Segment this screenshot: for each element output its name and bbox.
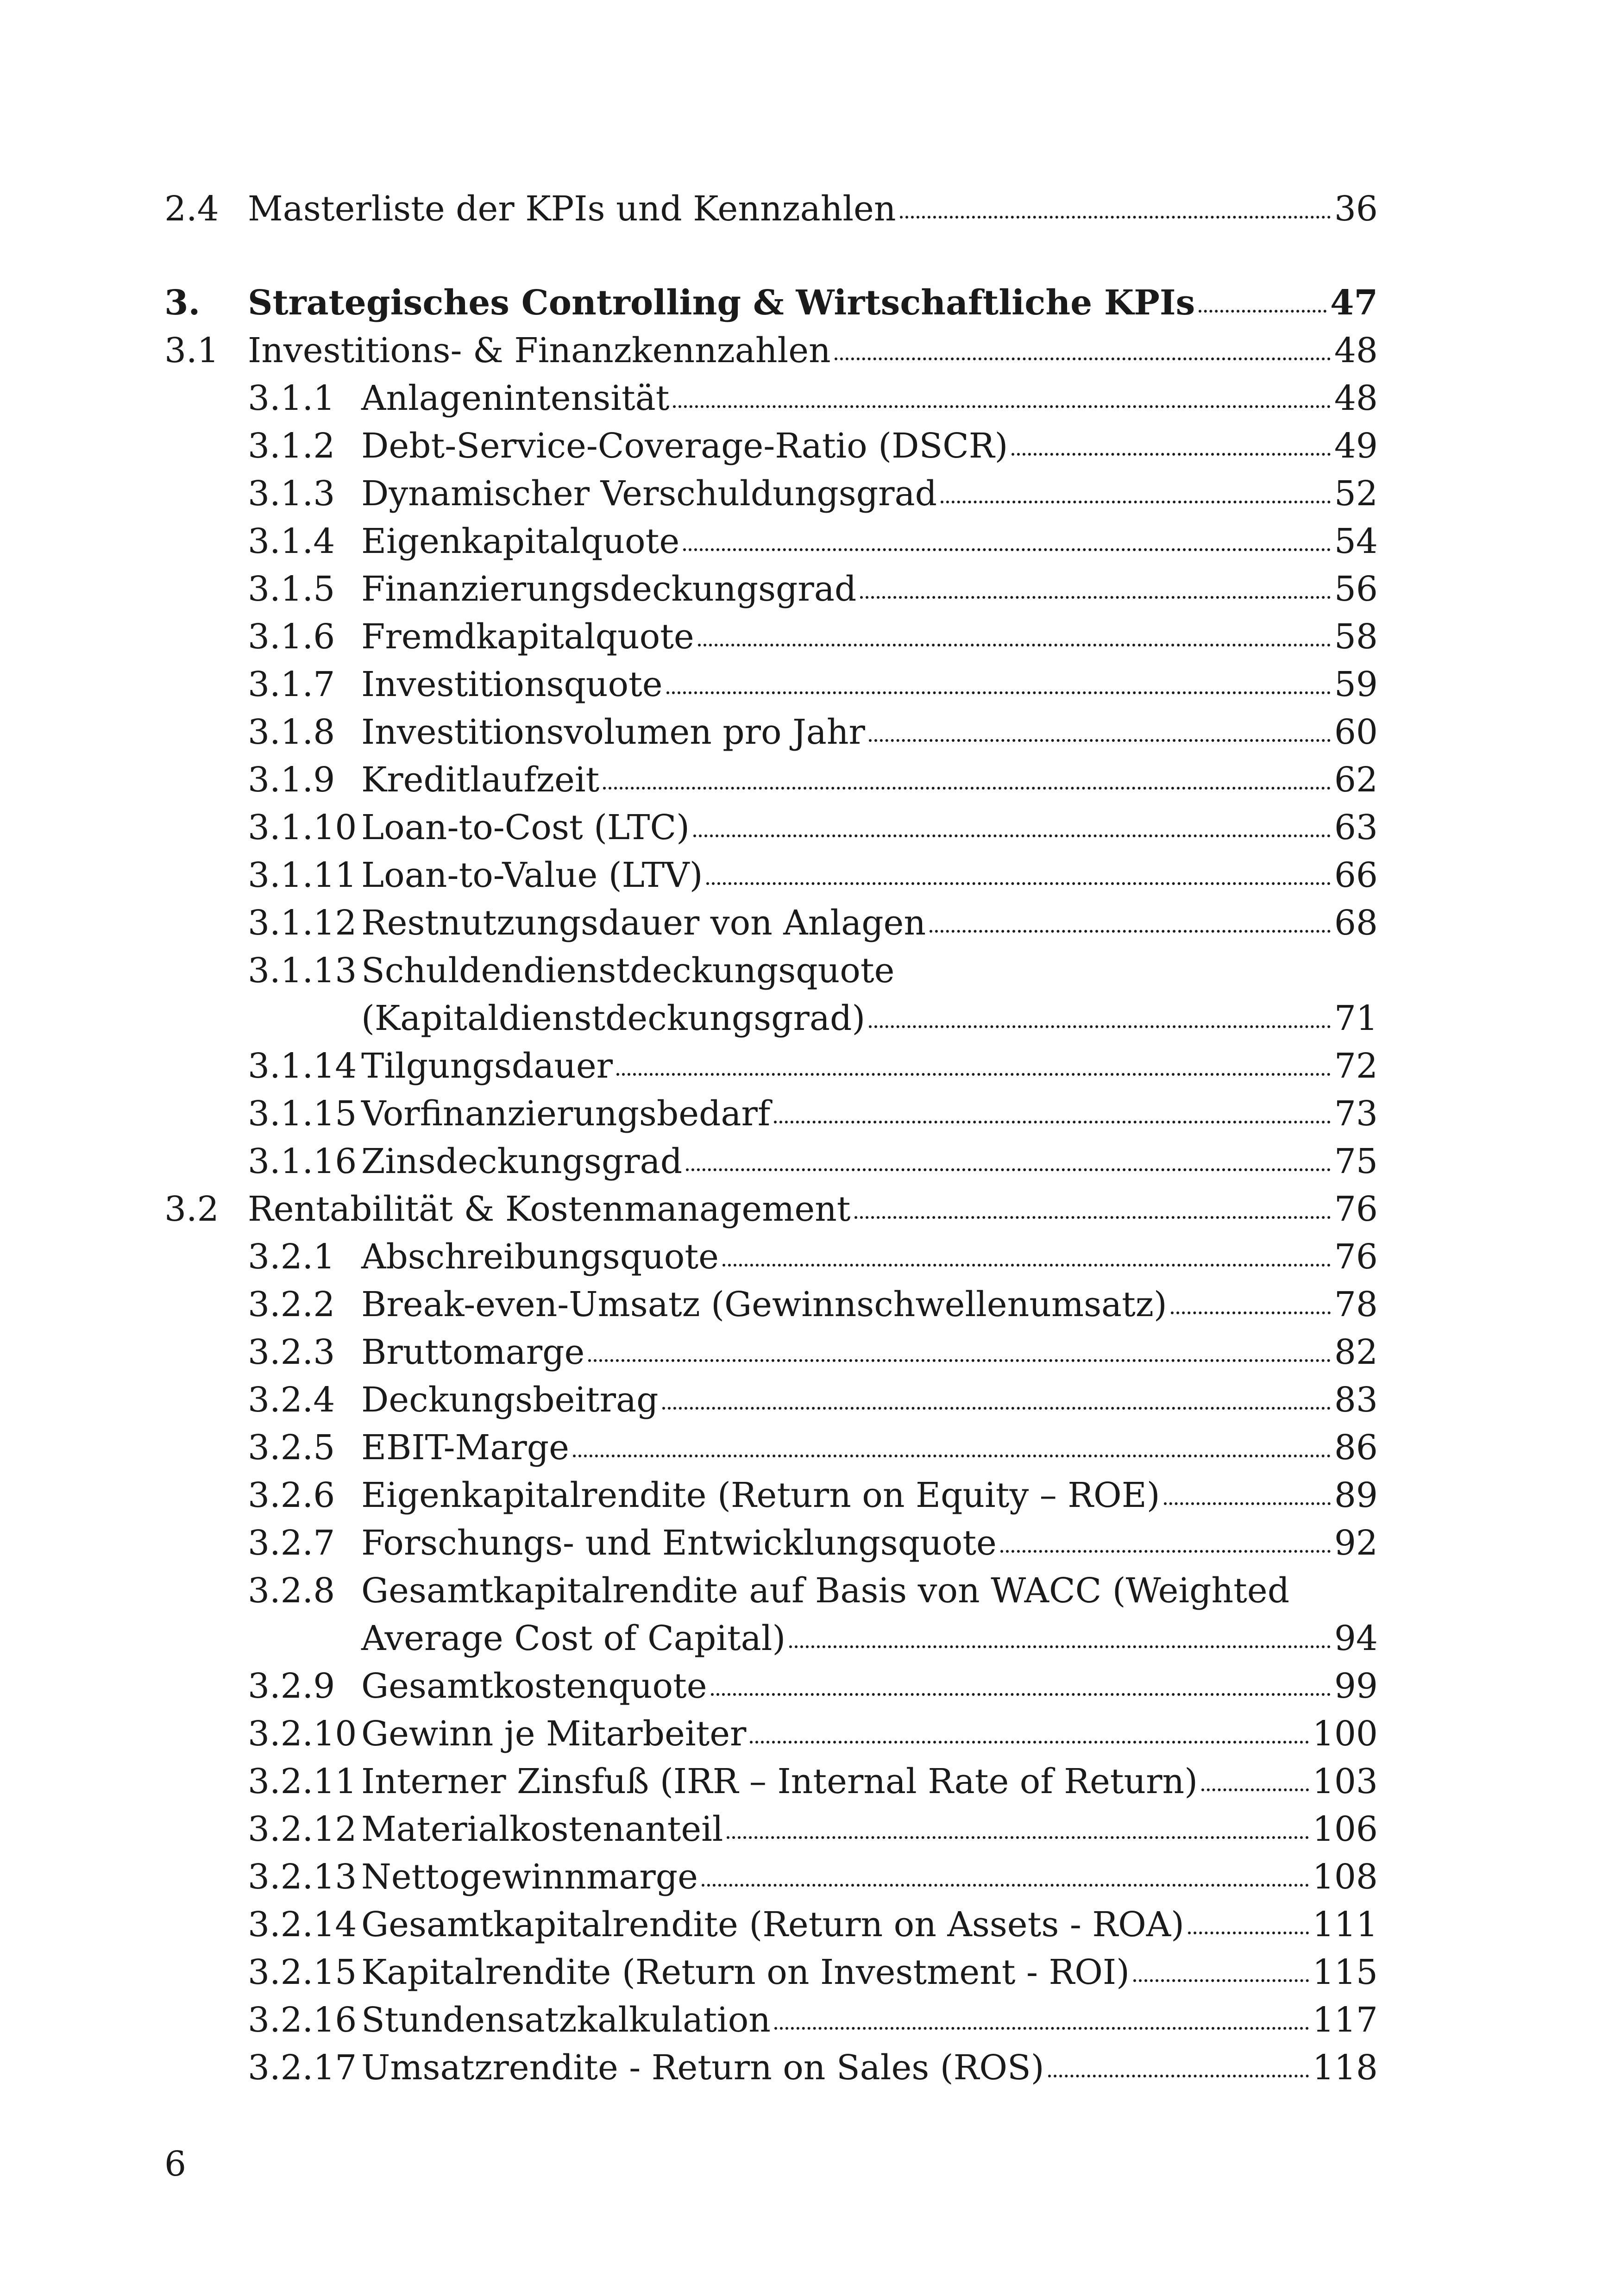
toc-entry[interactable]: [164, 470, 1378, 518]
entry-page: 47: [1330, 283, 1378, 323]
entry-page: 82: [1334, 1332, 1378, 1372]
toc-entry[interactable]: [164, 1996, 1378, 2044]
toc-entry-continuation[interactable]: [164, 995, 1378, 1042]
toc-entry[interactable]: [164, 1853, 1378, 1901]
entry-number: 3.2.7: [248, 1523, 335, 1563]
dot-leader: [693, 834, 1331, 837]
dot-leader: [1201, 1788, 1309, 1791]
entry-title: Eigenkapitalrendite (Return on Equity – ROE): [361, 1475, 1160, 1515]
toc-entry[interactable]: [164, 756, 1378, 804]
entry-title: Nettogewinnmarge: [361, 1857, 698, 1897]
entry-number: 3.2.4: [248, 1380, 335, 1420]
entry-number: 3.2.5: [248, 1428, 335, 1468]
entry-number: 3.2.9: [248, 1666, 335, 1706]
entry-title-continued: Average Cost of Capital): [361, 1618, 786, 1658]
entry-title: Investitionsquote: [361, 665, 663, 704]
toc-entry[interactable]: [164, 2044, 1378, 2092]
entry-title: Bruttomarge: [361, 1332, 585, 1372]
toc-entry[interactable]: [164, 1806, 1378, 1853]
entry-title: Loan-to-Cost (LTC): [361, 808, 690, 847]
entry-number: 3.2.2: [248, 1285, 335, 1324]
entry-title: Gesamtkapitalrendite (Return on Assets - ROA): [361, 1905, 1185, 1945]
entry-title: Break-even-Umsatz (Gewinnschwellenumsatz): [361, 1285, 1167, 1324]
dot-leader: [869, 1025, 1331, 1028]
entry-title: Vorfinanzierungsbedarf: [361, 1094, 771, 1134]
entry-title: Interner Zinsfuß (IRR – Internal Rate of Return): [361, 1762, 1198, 1801]
entry-title: Dynamischer Verschuldungsgrad: [361, 474, 937, 514]
toc-entry[interactable]: [164, 1090, 1378, 1138]
toc-entry[interactable]: [164, 804, 1378, 852]
entry-number: 3.2.3: [248, 1332, 335, 1372]
toc-entry[interactable]: [164, 1949, 1378, 1996]
entry-title: Investitions- & Finanzkennzahlen: [248, 331, 831, 370]
toc-entry[interactable]: [164, 661, 1378, 709]
toc-entry[interactable]: [164, 185, 1378, 233]
toc-entry[interactable]: [164, 1567, 1378, 1615]
dot-leader: [900, 216, 1331, 219]
entry-number: 3.2.8: [248, 1571, 335, 1611]
toc-entry[interactable]: [164, 1329, 1378, 1376]
dot-leader: [1164, 1502, 1331, 1505]
dot-leader: [683, 548, 1331, 551]
entry-title: Stundensatzkalkulation: [361, 2000, 771, 2040]
toc-entry[interactable]: [164, 852, 1378, 899]
entry-number: 3.1.3: [248, 474, 335, 514]
entry-title: Gesamtkapitalrendite auf Basis von WACC (Weighted: [361, 1571, 1290, 1611]
entry-page: 78: [1334, 1285, 1378, 1324]
entry-title: Kreditlaufzeit: [361, 760, 600, 800]
entry-title: Masterliste der KPIs und Kennzahlen: [248, 189, 896, 229]
entry-page: 48: [1334, 378, 1378, 418]
page-number: 6: [164, 2144, 187, 2184]
entry-page: 49: [1334, 426, 1378, 466]
toc-entry[interactable]: [164, 1186, 1378, 1233]
entry-number: 3.1.5: [248, 569, 335, 609]
entry-number: 3.2.11: [248, 1762, 357, 1801]
entry-page: 89: [1334, 1475, 1378, 1515]
entry-page: 115: [1312, 1952, 1378, 1992]
dot-leader: [603, 787, 1331, 790]
entry-number: 3.2.16: [248, 2000, 357, 2040]
entry-page: 106: [1312, 1809, 1378, 1849]
entry-page: 103: [1312, 1762, 1378, 1801]
toc-entry[interactable]: [164, 709, 1378, 756]
dot-leader: [869, 739, 1331, 742]
dot-leader: [835, 358, 1331, 360]
entry-number: 3.2.13: [248, 1857, 357, 1897]
entry-page: 63: [1334, 808, 1378, 847]
entry-title: Kapitalrendite (Return on Investment - ROI): [361, 1952, 1130, 1992]
dot-leader: [1048, 2075, 1309, 2077]
entry-page: 66: [1334, 855, 1378, 895]
entry-page: 60: [1334, 712, 1378, 752]
dot-leader: [854, 1216, 1331, 1219]
entry-page: 94: [1334, 1618, 1378, 1658]
entry-number: 3.1.14: [248, 1046, 357, 1086]
dot-leader: [941, 501, 1331, 503]
entry-number: 3.1.12: [248, 903, 357, 943]
entry-number: 3.1.8: [248, 712, 335, 752]
dot-leader: [702, 1884, 1309, 1887]
toc-entry[interactable]: [164, 1662, 1378, 1710]
dot-leader: [666, 691, 1331, 694]
toc-entry[interactable]: [164, 1233, 1378, 1281]
dot-leader: [573, 1455, 1331, 1457]
entry-number: 3.2.12: [248, 1809, 357, 1849]
entry-number: 3.2.15: [248, 1952, 357, 1992]
entry-title: Schuldendienstdeckungsquote: [361, 951, 895, 991]
dot-leader: [588, 1359, 1331, 1362]
entry-page: 58: [1334, 617, 1378, 657]
dot-leader: [789, 1645, 1331, 1648]
toc-entry[interactable]: [164, 279, 1378, 327]
dot-leader: [930, 930, 1331, 933]
entry-title: Fremdkapitalquote: [361, 617, 694, 657]
entry-number: 3.2.10: [248, 1714, 357, 1754]
entry-number: 3.2.6: [248, 1475, 335, 1515]
toc-entry[interactable]: [164, 1424, 1378, 1472]
entry-page: 75: [1334, 1142, 1378, 1181]
entry-number: 3.1.15: [248, 1094, 357, 1134]
dot-leader: [1199, 310, 1326, 313]
entry-page: 52: [1334, 474, 1378, 514]
entry-title: EBIT-Marge: [361, 1428, 569, 1468]
toc-entry[interactable]: [164, 327, 1378, 375]
dot-leader: [1000, 1550, 1331, 1553]
entry-title-continued: (Kapitaldienstdeckungsgrad): [361, 998, 866, 1038]
entry-number: 3.1.6: [248, 617, 335, 657]
entry-page: 72: [1334, 1046, 1378, 1086]
entry-number: 3.1.4: [248, 521, 335, 561]
dot-leader: [774, 1121, 1331, 1123]
entry-number: 3.: [164, 283, 201, 323]
dot-leader: [750, 1741, 1308, 1744]
entry-title: Gewinn je Mitarbeiter: [361, 1714, 747, 1754]
entry-number: 3.2.1: [248, 1237, 335, 1277]
entry-title: Rentabilität & Kostenmanagement: [248, 1189, 851, 1229]
dot-leader: [706, 882, 1330, 885]
entry-page: 108: [1312, 1857, 1378, 1897]
entry-page: 118: [1312, 2048, 1378, 2088]
toc-entry[interactable]: [164, 1376, 1378, 1424]
entry-title: Zinsdeckungsgrad: [361, 1142, 683, 1181]
dot-leader: [673, 405, 1330, 408]
dot-leader: [774, 2027, 1309, 2030]
entry-title: Tilgungsdauer: [361, 1046, 613, 1086]
entry-number: 3.1.11: [248, 855, 357, 895]
dot-leader: [1012, 453, 1330, 456]
entry-title: Finanzierungsdeckungsgrad: [361, 569, 857, 609]
entry-page: 76: [1334, 1237, 1378, 1277]
dot-leader: [860, 596, 1331, 599]
entry-page: 111: [1312, 1905, 1378, 1945]
toc-entry[interactable]: [164, 1710, 1378, 1758]
entry-page: 76: [1334, 1189, 1378, 1229]
toc-entry[interactable]: [164, 1138, 1378, 1186]
toc-entry[interactable]: [164, 1042, 1378, 1090]
dot-leader: [727, 1836, 1308, 1839]
entry-page: 48: [1334, 331, 1378, 370]
entry-page: 62: [1334, 760, 1378, 800]
entry-number: 3.2.14: [248, 1905, 357, 1945]
toc-entry[interactable]: [164, 1519, 1378, 1567]
entry-number: 3.1.9: [248, 760, 335, 800]
entry-number: 3.1.13: [248, 951, 357, 991]
toc-entry[interactable]: [164, 1901, 1378, 1949]
entry-page: 54: [1334, 521, 1378, 561]
entry-number: 3.1.7: [248, 665, 335, 704]
toc-entry[interactable]: [164, 565, 1378, 613]
entry-number: 3.1.10: [248, 808, 357, 847]
entry-title: Strategisches Controlling & Wirtschaftliche KPIs: [248, 283, 1195, 323]
entry-number: 3.1: [164, 331, 219, 370]
entry-title: Eigenkapitalquote: [361, 521, 680, 561]
entry-page: 92: [1334, 1523, 1378, 1563]
dot-leader: [723, 1264, 1331, 1267]
dot-leader: [616, 1073, 1331, 1076]
entry-title: Anlagenintensität: [361, 378, 670, 418]
toc-entry[interactable]: [164, 1758, 1378, 1806]
dot-leader: [662, 1407, 1331, 1410]
toc-entry[interactable]: [164, 375, 1378, 422]
entry-title: Umsatzrendite - Return on Sales (ROS): [361, 2048, 1044, 2088]
entry-number: 3.1.2: [248, 426, 335, 466]
toc-entry[interactable]: [164, 1472, 1378, 1519]
entry-number: 3.1.16: [248, 1142, 357, 1181]
entry-title: Abschreibungsquote: [361, 1237, 719, 1277]
entry-number: 3.2.17: [248, 2048, 357, 2088]
dot-leader: [698, 644, 1331, 646]
entry-page: 36: [1334, 189, 1378, 229]
entry-title: Forschungs- und Entwicklungsquote: [361, 1523, 997, 1563]
entry-page: 117: [1312, 2000, 1378, 2040]
entry-title: Gesamtkostenquote: [361, 1666, 707, 1706]
entry-title: Debt-Service-Coverage-Ratio (DSCR): [361, 426, 1008, 466]
entry-page: 68: [1334, 903, 1378, 943]
toc-entry[interactable]: [164, 899, 1378, 947]
entry-page: 59: [1334, 665, 1378, 704]
entry-page: 86: [1334, 1428, 1378, 1468]
entry-number: 3.2: [164, 1189, 219, 1229]
entry-page: 56: [1334, 569, 1378, 609]
toc-entry[interactable]: [164, 613, 1378, 661]
toc-entry-continuation[interactable]: [164, 1615, 1378, 1662]
toc-entry[interactable]: [164, 947, 1378, 995]
entry-page: 100: [1312, 1714, 1378, 1754]
entry-title: Loan-to-Value (LTV): [361, 855, 703, 895]
toc-entry[interactable]: [164, 518, 1378, 565]
dot-leader: [686, 1168, 1331, 1171]
dot-leader: [1171, 1311, 1331, 1314]
entry-number: 2.4: [164, 189, 219, 229]
entry-title: Materialkostenanteil: [361, 1809, 723, 1849]
entry-title: Deckungsbeitrag: [361, 1380, 659, 1420]
entry-page: 71: [1334, 998, 1378, 1038]
dot-leader: [1188, 1932, 1309, 1934]
entry-number: 3.1.1: [248, 378, 335, 418]
dot-leader: [711, 1693, 1331, 1696]
toc-entry[interactable]: [164, 422, 1378, 470]
entry-page: 73: [1334, 1094, 1378, 1134]
dot-leader: [1133, 1979, 1309, 1982]
entry-page: 99: [1334, 1666, 1378, 1706]
entry-title: Restnutzungsdauer von Anlagen: [361, 903, 926, 943]
entry-page: 83: [1334, 1380, 1378, 1420]
table-of-contents: [164, 185, 1378, 2092]
entry-title: Investitionsvolumen pro Jahr: [361, 712, 865, 752]
toc-entry[interactable]: [164, 1281, 1378, 1329]
